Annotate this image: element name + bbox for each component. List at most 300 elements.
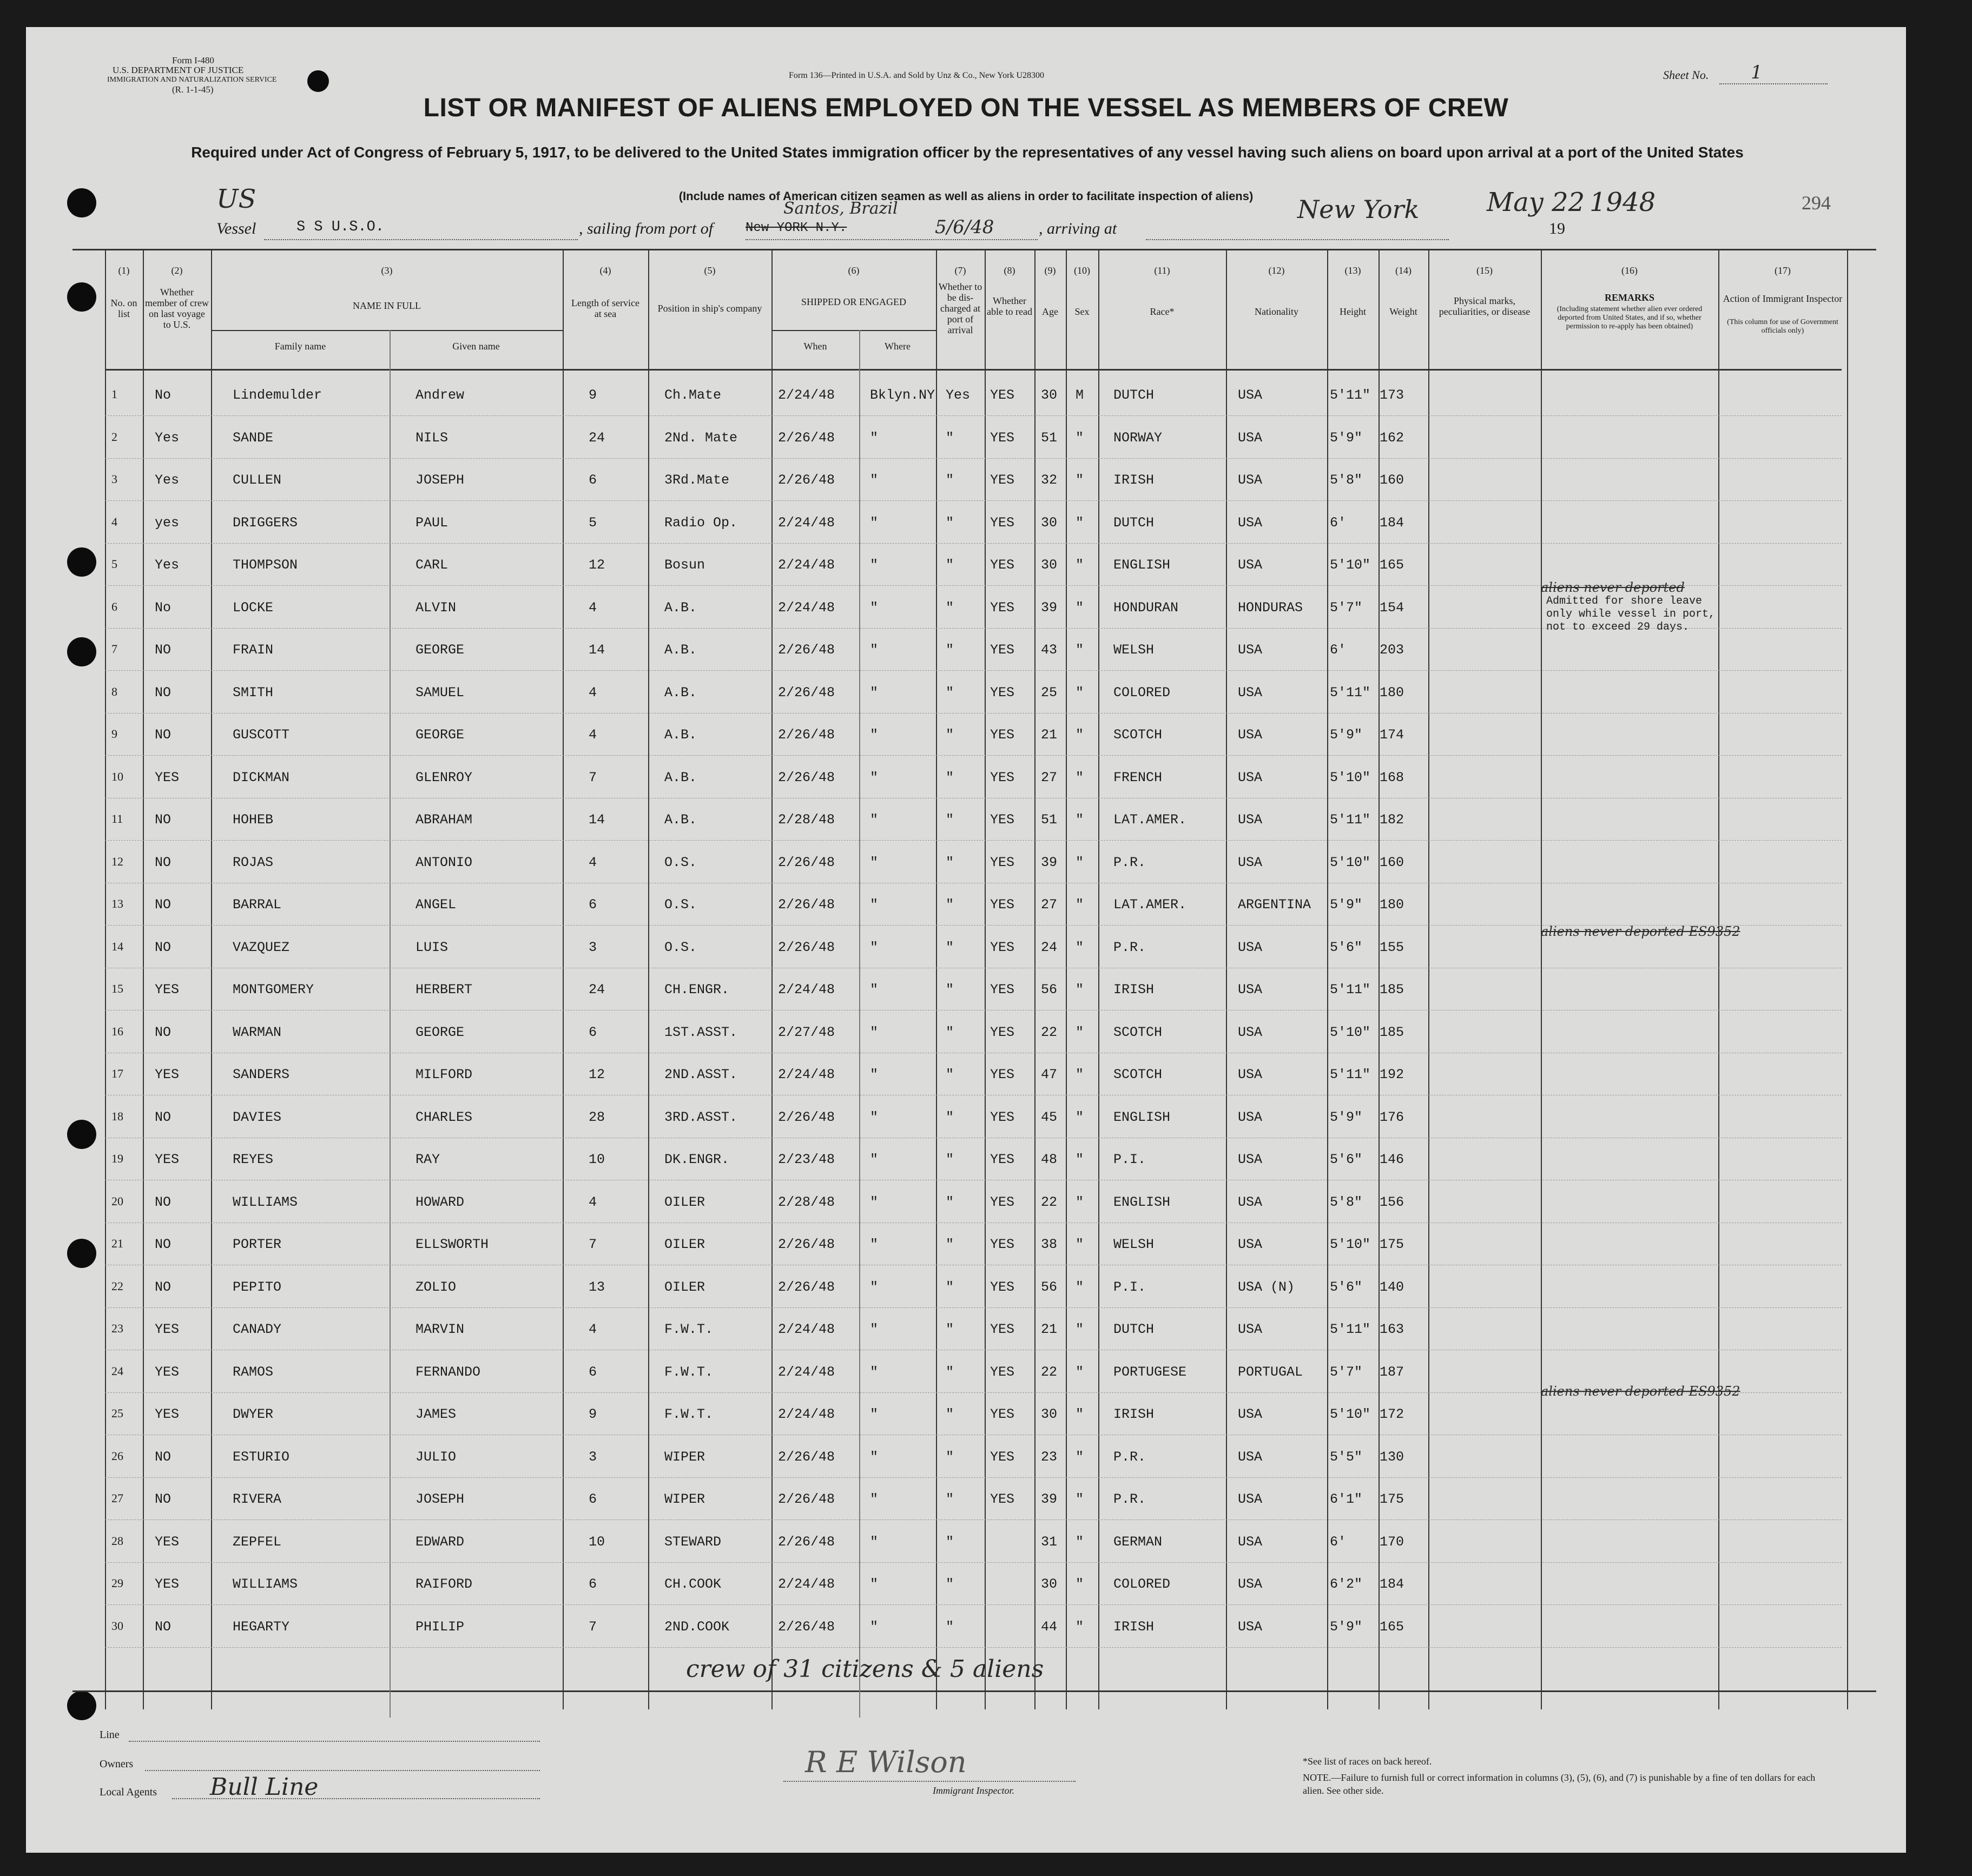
cell-height: 5'7" <box>1330 1364 1363 1380</box>
cell-weight: 175 <box>1380 1237 1404 1252</box>
cell-prev: NO <box>155 642 172 658</box>
agents-value: Bull Line <box>210 1773 319 1801</box>
cell-height: 6' <box>1330 1534 1347 1550</box>
cell-height: 5'10" <box>1330 557 1371 573</box>
col-number: (15) <box>1476 265 1493 276</box>
cell-given: RAIFORD <box>415 1576 473 1592</box>
table-row <box>105 1180 1842 1223</box>
cell-prev: YES <box>155 769 180 785</box>
cell-height: 5'9" <box>1330 1109 1363 1125</box>
cell-given: ABRAHAM <box>415 812 473 828</box>
cell-race: LAT.AMER. <box>1113 897 1187 913</box>
col-number: (8) <box>1004 265 1015 276</box>
cell-nationality: USA (N) <box>1238 1279 1295 1295</box>
vessel-underline <box>264 239 578 240</box>
cell-position: O.S. <box>664 897 697 913</box>
cell-prev: NO <box>155 1024 172 1040</box>
cell-race: LAT.AMER. <box>1113 812 1187 828</box>
manifest-sheet <box>26 27 1906 1853</box>
cell-weight: 165 <box>1380 557 1404 573</box>
arriving-label: , arriving at <box>1039 220 1117 237</box>
cell-service: 3 <box>589 1449 597 1465</box>
cell-no: 28 <box>111 1534 123 1548</box>
page-title: LIST OR MANIFEST OF ALIENS EMPLOYED ON THE VESSEL AS MEMBERS OF CREW <box>423 94 1509 122</box>
cell-weight: 185 <box>1380 982 1404 998</box>
vessel-label: Vessel <box>216 220 256 237</box>
cell-nationality: USA <box>1238 1491 1263 1507</box>
cell-when: 2/26/48 <box>778 1491 835 1507</box>
cell-service: 4 <box>589 599 597 616</box>
cell-prev: NO <box>155 727 172 743</box>
cell-position: WIPER <box>664 1491 705 1507</box>
col-heading: Sex <box>1074 306 1090 317</box>
cell-read: YES <box>990 727 1015 743</box>
revision: (R. 1-1-45) <box>172 84 214 95</box>
cell-discharged: " <box>946 854 954 870</box>
vessel-name: S S U.S.O. <box>296 219 385 235</box>
cell-height: 5'10" <box>1330 854 1371 870</box>
cell-nationality: USA <box>1238 769 1263 785</box>
cell-weight: 174 <box>1380 727 1404 743</box>
shore-leave-remark: Admitted for shore leave only while vessel in port, not to exceed 29 days. <box>1546 595 1716 633</box>
cell-race: SCOTCH <box>1113 1024 1163 1040</box>
cell-height: 5'8" <box>1330 1194 1363 1210</box>
cell-race: DUTCH <box>1113 514 1155 531</box>
cell-when: 2/24/48 <box>778 514 835 531</box>
cell-position: A.B. <box>664 769 697 785</box>
cell-no: 3 <box>111 472 117 486</box>
cell-service: 13 <box>589 1279 605 1295</box>
cell-no: 29 <box>111 1576 123 1590</box>
cell-no: 1 <box>111 387 117 401</box>
punch-hole <box>67 1691 96 1720</box>
shipped-subhead-rule <box>771 330 936 331</box>
cell-weight: 173 <box>1380 387 1404 403</box>
cell-position: 3Rd.Mate <box>664 472 730 488</box>
cell-race: ENGLISH <box>1113 557 1171 573</box>
col-number: (6) <box>848 265 860 276</box>
cell-when: 2/26/48 <box>778 1534 835 1550</box>
cell-sex: " <box>1076 769 1084 785</box>
arriving-date: May 22 <box>1487 187 1585 217</box>
cell-prev: yes <box>155 514 180 531</box>
cell-discharged: " <box>946 1364 954 1380</box>
cell-position: STEWARD <box>664 1534 722 1550</box>
cell-sex: " <box>1076 1152 1084 1167</box>
cell-sex: " <box>1076 812 1084 828</box>
cell-position: Ch.Mate <box>664 387 722 403</box>
cell-nationality: USA <box>1238 514 1263 531</box>
col-number: (5) <box>704 265 716 276</box>
cell-where: " <box>870 1024 879 1040</box>
cell-nationality: ARGENTINA <box>1238 897 1311 913</box>
cell-height: 5'10" <box>1330 1406 1371 1422</box>
cell-no: 21 <box>111 1237 123 1250</box>
cell-nationality: USA <box>1238 1322 1263 1337</box>
cell-height: 5'8" <box>1330 472 1363 488</box>
cell-nationality: USA <box>1238 854 1263 870</box>
table-bottom-rule <box>72 1690 1876 1692</box>
cell-prev: NO <box>155 812 172 828</box>
cell-prev: YES <box>155 1322 180 1337</box>
cell-service: 10 <box>589 1152 605 1167</box>
cell-given: NILS <box>415 430 449 446</box>
cell-family: HOHEB <box>233 812 274 828</box>
cell-read: YES <box>990 939 1015 955</box>
table-row <box>105 1307 1842 1350</box>
cell-no: 30 <box>111 1619 123 1633</box>
cell-discharged: " <box>946 1152 954 1167</box>
cell-given: PHILIP <box>415 1619 465 1635</box>
sheet-no-line <box>1719 83 1828 84</box>
cell-prev: YES <box>155 1067 180 1082</box>
cell-no: 4 <box>111 514 117 529</box>
table-row <box>105 671 1842 714</box>
cell-family: WILLIAMS <box>233 1194 298 1210</box>
cell-where: " <box>870 472 879 488</box>
cell-nationality: USA <box>1238 387 1263 403</box>
cell-discharged: " <box>946 982 954 998</box>
cell-age: 56 <box>1041 982 1058 998</box>
cell-no: 8 <box>111 684 117 698</box>
cell-where: " <box>870 812 879 828</box>
cell-family: CULLEN <box>233 472 282 488</box>
cell-sex: " <box>1076 854 1084 870</box>
cell-weight: 156 <box>1380 1194 1404 1210</box>
table-row <box>105 1053 1842 1095</box>
cell-family: DRIGGERS <box>233 514 298 531</box>
given-name-heading: Given name <box>452 341 500 352</box>
cell-where: " <box>870 1194 879 1210</box>
cell-family: WILLIAMS <box>233 1576 298 1592</box>
table-row <box>105 841 1842 883</box>
cell-no: 24 <box>111 1364 123 1378</box>
cell-given: ELLSWORTH <box>415 1237 489 1252</box>
cell-given: MARVIN <box>415 1322 465 1337</box>
cell-age: 23 <box>1041 1449 1058 1465</box>
col-number: (16) <box>1621 265 1638 276</box>
cell-race: WELSH <box>1113 642 1155 658</box>
cell-position: WIPER <box>664 1449 705 1465</box>
cell-position: 1ST.ASST. <box>664 1024 738 1040</box>
cell-race: GERMAN <box>1113 1534 1163 1550</box>
cell-height: 5'6" <box>1330 1279 1363 1295</box>
cell-position: OILER <box>664 1279 705 1295</box>
cell-when: 2/23/48 <box>778 1152 835 1167</box>
cell-given: EDWARD <box>415 1534 465 1550</box>
cell-no: 5 <box>111 557 117 571</box>
cell-read: YES <box>990 1024 1015 1040</box>
cell-family: WARMAN <box>233 1024 282 1040</box>
col-number: (13) <box>1344 265 1361 276</box>
cell-discharged: " <box>946 430 954 446</box>
table-row <box>105 1138 1842 1180</box>
cell-given: JOSEPH <box>415 1491 465 1507</box>
cell-age: 30 <box>1041 514 1058 531</box>
required-statement: Required under Act of Congress of February 5, 1917, to be delivered to the United States immigration officer by the representatives of any vessel having such aliens on board upon arrival at a port of the United States <box>191 144 1744 161</box>
cell-family: DICKMAN <box>233 769 290 785</box>
cell-weight: 155 <box>1380 939 1404 955</box>
col-heading: Physical marks, peculiarities, or disease <box>1439 295 1531 317</box>
cell-nationality: USA <box>1238 1406 1263 1422</box>
cell-discharged: " <box>946 1109 954 1125</box>
cell-nationality: USA <box>1238 939 1263 955</box>
table-row <box>105 628 1842 671</box>
cell-weight: 160 <box>1380 472 1404 488</box>
cell-family: RIVERA <box>233 1491 282 1507</box>
cell-family: RAMOS <box>233 1364 274 1380</box>
table-row <box>105 458 1842 501</box>
cell-age: 44 <box>1041 1619 1058 1635</box>
cell-when: 2/27/48 <box>778 1024 835 1040</box>
cell-nationality: USA <box>1238 1534 1263 1550</box>
sailing-label: , sailing from port of <box>579 220 714 237</box>
cell-read: YES <box>990 642 1015 658</box>
cell-family: DWYER <box>233 1406 274 1422</box>
cell-no: 12 <box>111 854 123 868</box>
cell-where: " <box>870 514 879 531</box>
cell-prev: No <box>155 599 172 616</box>
cell-position: 3RD.ASST. <box>664 1109 738 1125</box>
sailing-date: 5/6/48 <box>935 216 994 238</box>
cell-weight: 165 <box>1380 1619 1404 1635</box>
cell-position: A.B. <box>664 684 697 701</box>
cell-no: 27 <box>111 1491 123 1505</box>
fine-note: NOTE.—Failure to furnish full or correct information in columns (3), (5), (6), and (7) is punishable by a fine of ten dollars for each alien. See other side. <box>1303 1772 1816 1796</box>
cell-height: 5'6" <box>1330 1152 1363 1167</box>
cell-read: YES <box>990 982 1015 998</box>
cell-where: " <box>870 727 879 743</box>
cell-family: BARRAL <box>233 897 282 913</box>
cell-family: FRAIN <box>233 642 274 658</box>
cell-where: " <box>870 1534 879 1550</box>
cell-height: 5'7" <box>1330 599 1363 616</box>
cell-no: 15 <box>111 982 123 995</box>
cell-service: 28 <box>589 1109 605 1125</box>
cell-sex: " <box>1076 1194 1084 1210</box>
owners-underline <box>145 1770 540 1771</box>
cell-service: 10 <box>589 1534 605 1550</box>
cell-discharged: " <box>946 1534 954 1550</box>
vessel-note: US <box>216 184 256 214</box>
cell-discharged: " <box>946 939 954 955</box>
cell-service: 9 <box>589 387 597 403</box>
cell-discharged: " <box>946 1024 954 1040</box>
cell-race: ENGLISH <box>1113 1109 1171 1125</box>
cell-where: " <box>870 642 879 658</box>
cell-weight: 175 <box>1380 1491 1404 1507</box>
cell-sex: " <box>1076 599 1084 616</box>
year-prefix: 19 <box>1549 220 1565 237</box>
cell-where: " <box>870 854 879 870</box>
cell-nationality: USA <box>1238 982 1263 998</box>
cell-where: " <box>870 1364 879 1380</box>
cell-race: P.R. <box>1113 854 1146 870</box>
cell-no: 25 <box>111 1406 123 1420</box>
cell-where: " <box>870 1109 879 1125</box>
cell-family: ROJAS <box>233 854 274 870</box>
cell-read: YES <box>990 472 1015 488</box>
cell-height: 5'11" <box>1330 684 1371 701</box>
cell-weight: 172 <box>1380 1406 1404 1422</box>
cell-where: " <box>870 557 879 573</box>
col-number: (12) <box>1268 265 1285 276</box>
cell-read: YES <box>990 1491 1015 1507</box>
cell-position: A.B. <box>664 727 697 743</box>
cell-sex: " <box>1076 1109 1084 1125</box>
sailing-underline <box>746 239 1038 240</box>
col-number: (14) <box>1395 265 1412 276</box>
cell-discharged: " <box>946 1237 954 1252</box>
cell-age: 22 <box>1041 1024 1058 1040</box>
cell-when: 2/26/48 <box>778 1237 835 1252</box>
cell-read: YES <box>990 599 1015 616</box>
cell-race: WELSH <box>1113 1237 1155 1252</box>
cell-family: PEPITO <box>233 1279 282 1295</box>
cell-discharged: " <box>946 642 954 658</box>
cell-when: 2/24/48 <box>778 557 835 573</box>
cell-service: 4 <box>589 684 597 701</box>
cell-prev: YES <box>155 1152 180 1167</box>
cell-position: CH.ENGR. <box>664 982 730 998</box>
cell-sex: " <box>1076 1449 1084 1465</box>
cell-discharged: " <box>946 557 954 573</box>
cell-read: YES <box>990 1109 1015 1125</box>
cell-height: 5'11" <box>1330 387 1371 403</box>
punch-hole <box>67 637 96 666</box>
cell-no: 18 <box>111 1109 123 1123</box>
printer-line: Form 136—Printed in U.S.A. and Sold by Unz & Co., New York U28300 <box>789 71 1045 80</box>
cell-service: 14 <box>589 642 605 658</box>
cell-no: 22 <box>111 1279 123 1293</box>
cell-position: DK.ENGR. <box>664 1152 730 1167</box>
table-header-rule <box>105 369 1842 371</box>
cell-no: 7 <box>111 642 117 656</box>
cell-read: YES <box>990 557 1015 573</box>
cell-discharged: " <box>946 897 954 913</box>
table-row <box>105 1477 1842 1520</box>
table-row <box>105 1562 1842 1605</box>
col-number: (17) <box>1775 265 1791 276</box>
cell-service: 6 <box>589 897 597 913</box>
cell-weight: 180 <box>1380 897 1404 913</box>
cell-when: 2/24/48 <box>778 982 835 998</box>
cell-age: 27 <box>1041 769 1058 785</box>
cell-weight: 160 <box>1380 854 1404 870</box>
table-row <box>105 416 1842 459</box>
where-heading: Where <box>885 341 911 352</box>
remark-handwritten: aliens never deported ES9352 <box>1541 1384 1740 1399</box>
cell-position: A.B. <box>664 599 697 616</box>
cell-age: 39 <box>1041 599 1058 616</box>
cell-given: ZOLIO <box>415 1279 457 1295</box>
cell-when: 2/24/48 <box>778 1364 835 1380</box>
cell-height: 5'9" <box>1330 727 1363 743</box>
cell-height: 5'9" <box>1330 430 1363 446</box>
col-heading: Whether to be dis-charged at port of arrival <box>938 281 982 335</box>
cell-family: ZEPFEL <box>233 1534 282 1550</box>
cell-given: ANTONIO <box>415 854 473 870</box>
cell-given: SAMUEL <box>415 684 465 701</box>
cell-given: JAMES <box>415 1406 457 1422</box>
cell-service: 14 <box>589 812 605 828</box>
cell-sex: " <box>1076 727 1084 743</box>
punch-hole <box>67 282 96 312</box>
cell-read: YES <box>990 684 1015 701</box>
cell-weight: 180 <box>1380 684 1404 701</box>
cell-service: 12 <box>589 1067 605 1082</box>
cell-weight: 154 <box>1380 599 1404 616</box>
cell-height: 6' <box>1330 642 1347 658</box>
cell-race: PORTUGESE <box>1113 1364 1187 1380</box>
cell-race: DUTCH <box>1113 387 1155 403</box>
cell-service: 6 <box>589 1024 597 1040</box>
cell-where: " <box>870 897 879 913</box>
cell-weight: 130 <box>1380 1449 1404 1465</box>
col-number: (10) <box>1074 265 1090 276</box>
cell-race: ENGLISH <box>1113 1194 1171 1210</box>
cell-read: YES <box>990 1152 1015 1167</box>
cell-service: 12 <box>589 557 605 573</box>
year-value: 1948 <box>1590 187 1656 217</box>
col-heading: Nationality <box>1255 306 1298 317</box>
cell-when: 2/26/48 <box>778 1619 835 1635</box>
cell-given: GEORGE <box>415 642 465 658</box>
cell-service: 7 <box>589 1619 597 1635</box>
cell-discharged: " <box>946 769 954 785</box>
table-row <box>105 501 1842 544</box>
cell-no: 20 <box>111 1194 123 1208</box>
cell-service: 24 <box>589 430 605 446</box>
table-row <box>105 1435 1842 1478</box>
cell-service: 4 <box>589 727 597 743</box>
cell-when: 2/24/48 <box>778 1406 835 1422</box>
cell-prev: YES <box>155 1364 180 1380</box>
cell-family: DAVIES <box>233 1109 282 1125</box>
cell-race: P.R. <box>1113 939 1146 955</box>
remarks-note: (Including statement whether alien ever ordered deported from United States, and if so, whether permission to re-apply has been obtained) <box>1557 305 1703 331</box>
cell-where: " <box>870 1152 879 1167</box>
cell-position: F.W.T. <box>664 1406 714 1422</box>
table-row <box>105 713 1842 756</box>
cell-when: 2/24/48 <box>778 1576 835 1592</box>
cell-when: 2/28/48 <box>778 1194 835 1210</box>
cell-when: 2/26/48 <box>778 642 835 658</box>
cell-service: 6 <box>589 1491 597 1507</box>
cell-sex: " <box>1076 684 1084 701</box>
col-heading: Whether able to read <box>987 295 1032 317</box>
cell-given: CARL <box>415 557 449 573</box>
cell-read: YES <box>990 1194 1015 1210</box>
cell-where: " <box>870 1067 879 1082</box>
cell-read: YES <box>990 812 1015 828</box>
cell-prev: NO <box>155 897 172 913</box>
cell-prev: No <box>155 387 172 403</box>
col-heading: Height <box>1340 306 1366 317</box>
cell-nationality: HONDURAS <box>1238 599 1303 616</box>
cell-prev: NO <box>155 939 172 955</box>
col-number: (2) <box>171 265 183 276</box>
cell-no: 16 <box>111 1024 123 1038</box>
cell-sex: M <box>1076 387 1084 403</box>
cell-age: 39 <box>1041 1491 1058 1507</box>
cell-family: Lindemulder <box>233 387 322 403</box>
cell-discharged: " <box>946 1491 954 1507</box>
cell-sex: " <box>1076 1576 1084 1592</box>
cell-given: GLENROY <box>415 769 473 785</box>
cell-prev: Yes <box>155 472 180 488</box>
cell-when: 2/24/48 <box>778 1067 835 1082</box>
